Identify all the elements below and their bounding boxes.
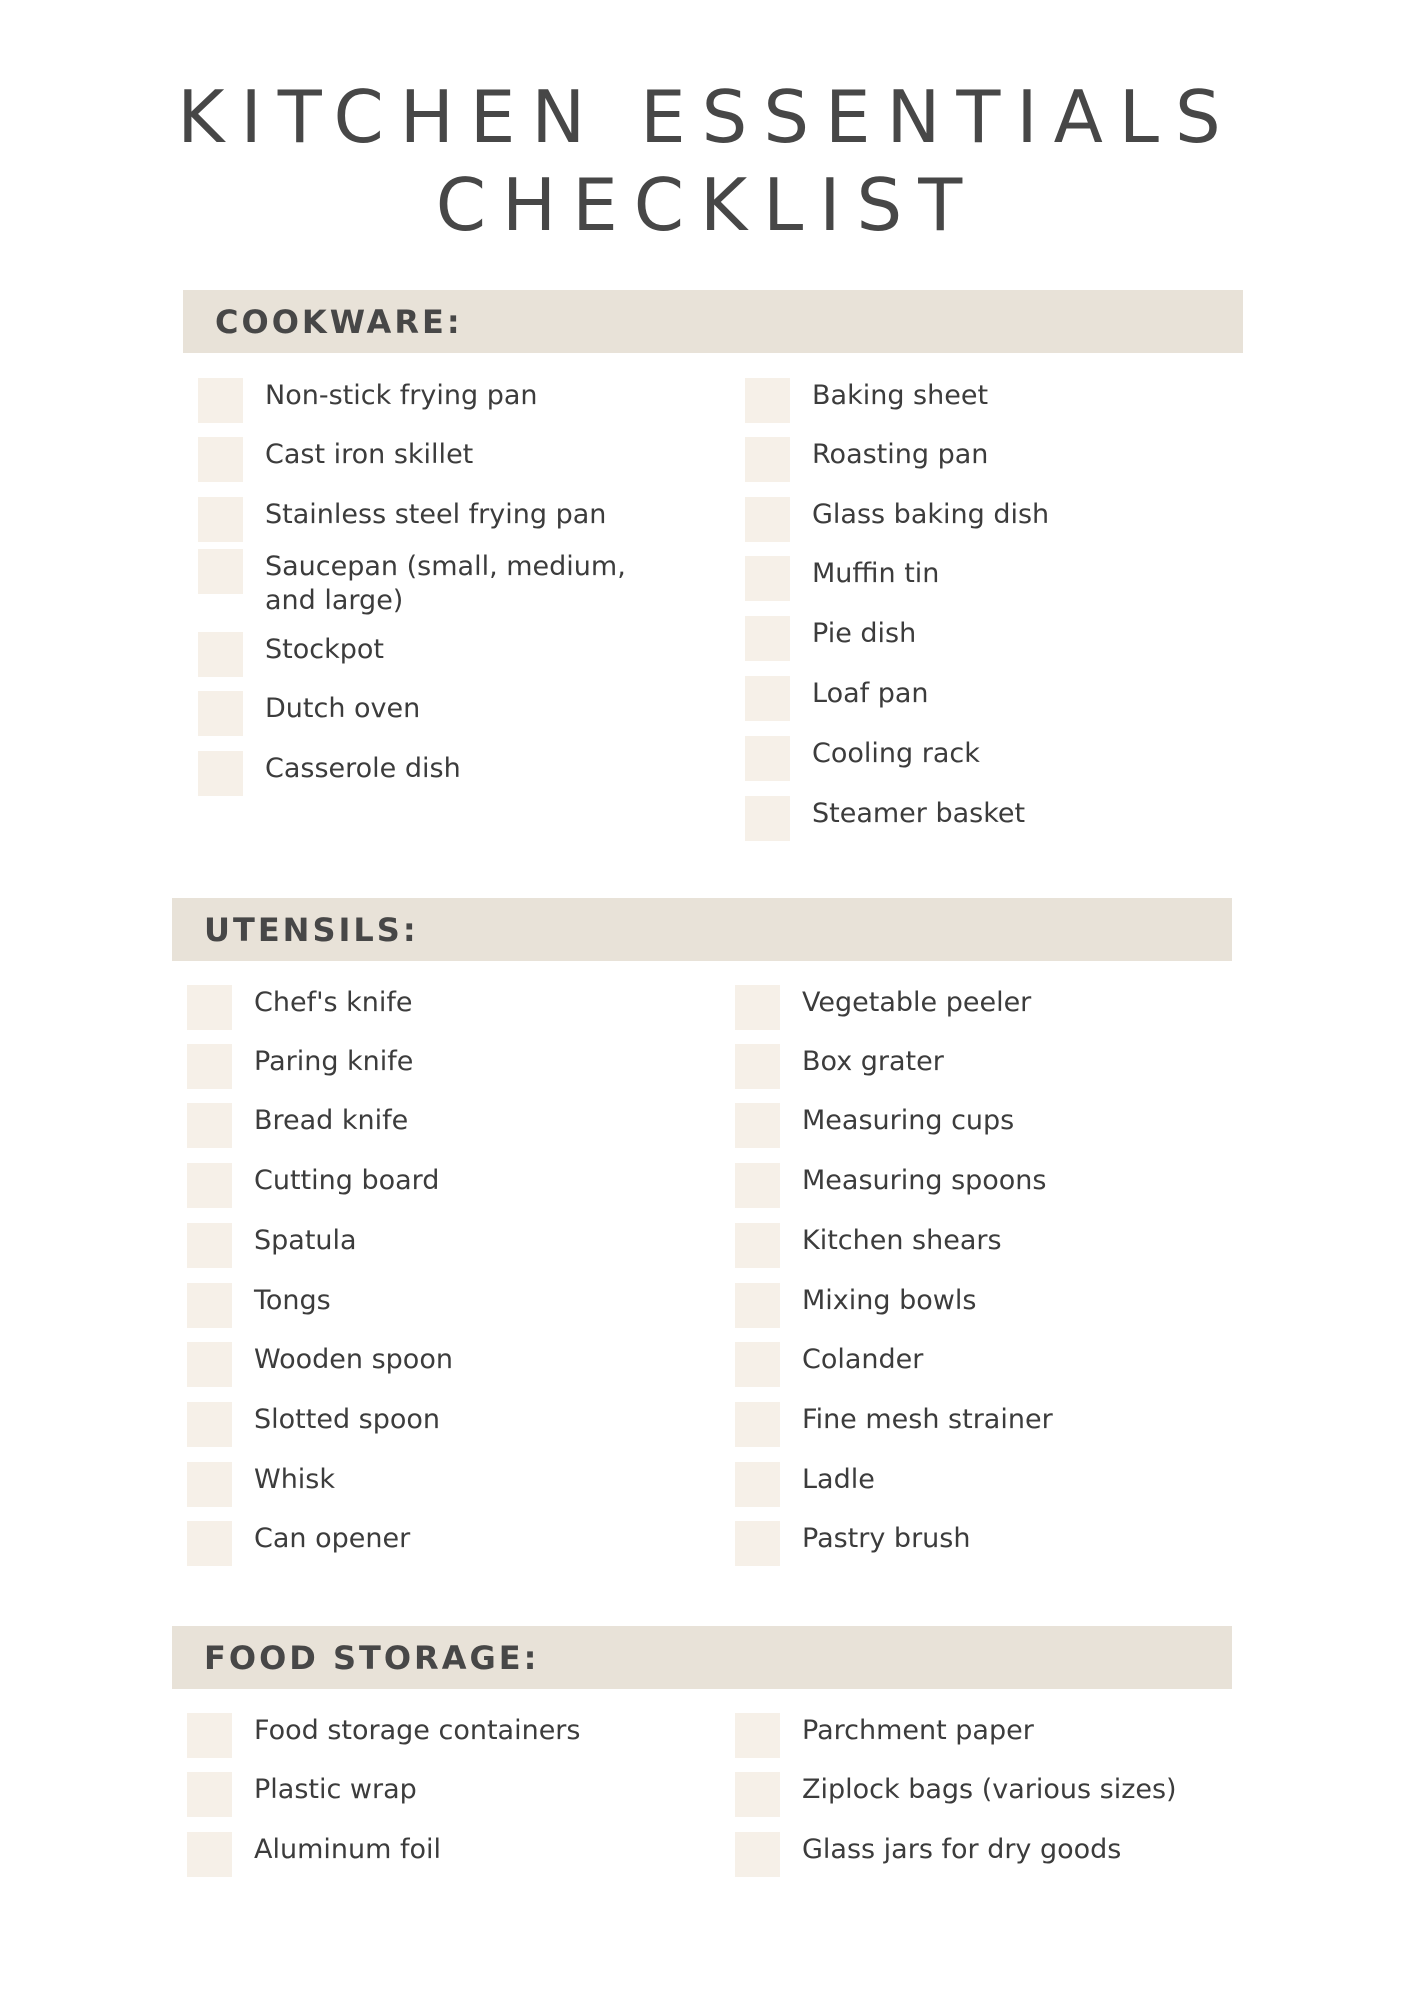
checkbox[interactable]	[187, 1402, 232, 1447]
checklist-item[interactable]	[198, 550, 668, 618]
checkbox[interactable]	[745, 676, 790, 721]
item-label: Paring knife	[254, 1046, 414, 1077]
checkbox[interactable]	[187, 1103, 232, 1148]
item-label: Glass jars for dry goods	[802, 1834, 1122, 1865]
section-heading: UTENSILS:	[204, 910, 419, 949]
item-label: Kitchen shears	[802, 1225, 1002, 1256]
section-heading: COOKWARE:	[215, 302, 463, 341]
checklist-item[interactable]	[745, 617, 1215, 661]
checklist-item[interactable]	[745, 498, 1215, 542]
item-label: Food storage containers	[254, 1715, 581, 1746]
item-label: Cooling rack	[812, 738, 980, 769]
checklist-item[interactable]	[187, 1522, 657, 1566]
checkbox[interactable]	[735, 1832, 780, 1877]
item-label: Chef's knife	[254, 987, 413, 1018]
item-label: Glass baking dish	[812, 499, 1050, 530]
item-label: Box grater	[802, 1046, 944, 1077]
checklist-item[interactable]	[187, 1343, 657, 1387]
checklist-item[interactable]	[745, 557, 1215, 601]
checklist-item[interactable]	[735, 1522, 1205, 1566]
checklist-item[interactable]	[187, 986, 657, 1030]
checkbox[interactable]	[735, 1402, 780, 1447]
checklist-item[interactable]	[735, 1714, 1205, 1758]
checklist-item[interactable]	[187, 1045, 657, 1089]
checklist-item[interactable]	[187, 1463, 657, 1507]
checklist-item[interactable]	[198, 498, 668, 542]
checklist-item[interactable]	[735, 1403, 1205, 1447]
checkbox[interactable]	[735, 1772, 780, 1817]
item-label: Pastry brush	[802, 1523, 971, 1554]
item-label: Bread knife	[254, 1105, 409, 1136]
item-label: Ladle	[802, 1464, 875, 1495]
checklist-item[interactable]	[735, 1224, 1205, 1268]
section-header-utensils	[172, 898, 1232, 961]
checklist-item[interactable]	[187, 1714, 657, 1758]
item-label: Mixing bowls	[802, 1285, 977, 1316]
item-label: Steamer basket	[812, 798, 1026, 829]
checklist-item[interactable]	[735, 986, 1205, 1030]
checklist-item[interactable]	[735, 1164, 1205, 1208]
checklist-item[interactable]	[187, 1773, 657, 1817]
checkbox[interactable]	[187, 1713, 232, 1758]
item-label: Muffin tin	[812, 558, 940, 589]
checklist-item[interactable]	[198, 438, 668, 482]
checklist-item[interactable]	[745, 797, 1215, 841]
checkbox[interactable]	[187, 1342, 232, 1387]
item-label: Loaf pan	[812, 678, 929, 709]
item-label: Colander	[802, 1344, 924, 1375]
item-label: Plastic wrap	[254, 1774, 417, 1805]
checkbox[interactable]	[735, 1223, 780, 1268]
checklist-item[interactable]	[198, 633, 668, 677]
checklist-item[interactable]	[735, 1284, 1205, 1328]
item-label: Stockpot	[265, 634, 384, 665]
item-label: Roasting pan	[812, 439, 989, 470]
item-label: Tongs	[254, 1285, 331, 1316]
checkbox[interactable]	[198, 437, 243, 482]
checklist-item[interactable]	[187, 1833, 657, 1877]
checkbox[interactable]	[745, 437, 790, 482]
checkbox[interactable]	[745, 497, 790, 542]
item-label: Wooden spoon	[254, 1344, 453, 1375]
checklist-item[interactable]	[735, 1773, 1205, 1817]
section-header-food-storage	[172, 1626, 1232, 1689]
item-label: Saucepan (small, medium, and large)	[265, 551, 626, 616]
checklist-item[interactable]	[187, 1284, 657, 1328]
checkbox[interactable]	[735, 985, 780, 1030]
checkbox[interactable]	[187, 1283, 232, 1328]
item-label: Measuring spoons	[802, 1165, 1047, 1196]
item-label: Measuring cups	[802, 1105, 1015, 1136]
checklist-item[interactable]	[745, 438, 1215, 482]
checklist-item[interactable]	[198, 379, 668, 423]
checkbox[interactable]	[198, 497, 243, 542]
item-label: Vegetable peeler	[802, 987, 1032, 1018]
item-label: Slotted spoon	[254, 1404, 441, 1435]
checklist-item[interactable]	[198, 752, 668, 796]
item-label: Whisk	[254, 1464, 336, 1495]
checkbox[interactable]	[198, 691, 243, 736]
checkbox[interactable]	[735, 1283, 780, 1328]
checklist-item[interactable]	[735, 1343, 1205, 1387]
checkbox[interactable]	[745, 616, 790, 661]
item-label: Stainless steel frying pan	[265, 499, 607, 530]
checkbox[interactable]	[187, 1832, 232, 1877]
page-title-line-2: CHECKLIST	[435, 163, 979, 247]
checkbox[interactable]	[735, 1342, 780, 1387]
checkbox[interactable]	[198, 378, 243, 423]
item-label: Pie dish	[812, 618, 917, 649]
checkbox[interactable]	[735, 1163, 780, 1208]
page-title-line-1: KITCHEN ESSENTIALS	[177, 75, 1237, 159]
checklist-item[interactable]	[198, 692, 668, 736]
checklist-item[interactable]	[187, 1104, 657, 1148]
item-label: Dutch oven	[265, 693, 421, 724]
item-label: Baking sheet	[812, 380, 989, 411]
checklist-item[interactable]	[187, 1403, 657, 1447]
checkbox[interactable]	[187, 985, 232, 1030]
item-label: Parchment paper	[802, 1715, 1034, 1746]
checklist-item[interactable]	[735, 1104, 1205, 1148]
checkbox[interactable]	[735, 1462, 780, 1507]
checkbox[interactable]	[187, 1223, 232, 1268]
checkbox[interactable]	[745, 796, 790, 841]
checkbox[interactable]	[198, 751, 243, 796]
checkbox[interactable]	[187, 1462, 232, 1507]
checkbox[interactable]	[745, 378, 790, 423]
item-label: Non-stick frying pan	[265, 380, 538, 411]
item-label: Casserole dish	[265, 753, 461, 784]
section-header-cookware	[183, 290, 1243, 353]
checkbox[interactable]	[745, 736, 790, 781]
checklist-item[interactable]	[187, 1224, 657, 1268]
checkbox[interactable]	[735, 1521, 780, 1566]
checkbox[interactable]	[735, 1713, 780, 1758]
section-heading: FOOD STORAGE:	[204, 1638, 540, 1677]
checklist-item[interactable]	[735, 1045, 1205, 1089]
checkbox[interactable]	[198, 632, 243, 677]
checklist-item[interactable]	[745, 379, 1215, 423]
checkbox[interactable]	[745, 556, 790, 601]
item-label: Cast iron skillet	[265, 439, 474, 470]
checkbox[interactable]	[735, 1103, 780, 1148]
checklist-item[interactable]	[735, 1833, 1205, 1877]
checkbox[interactable]	[187, 1163, 232, 1208]
item-label: Can opener	[254, 1523, 411, 1554]
checklist-item[interactable]	[735, 1463, 1205, 1507]
item-label: Cutting board	[254, 1165, 440, 1196]
checkbox[interactable]	[187, 1521, 232, 1566]
checkbox[interactable]	[198, 549, 243, 594]
item-label: Spatula	[254, 1225, 357, 1256]
checklist-item[interactable]	[745, 737, 1215, 781]
checkbox[interactable]	[187, 1772, 232, 1817]
checkbox[interactable]	[187, 1044, 232, 1089]
item-label: Ziplock bags (various sizes)	[802, 1774, 1177, 1805]
checklist-item[interactable]	[745, 677, 1215, 721]
item-label: Fine mesh strainer	[802, 1404, 1053, 1435]
item-label: Aluminum foil	[254, 1834, 442, 1865]
checklist-item[interactable]	[187, 1164, 657, 1208]
checkbox[interactable]	[735, 1044, 780, 1089]
